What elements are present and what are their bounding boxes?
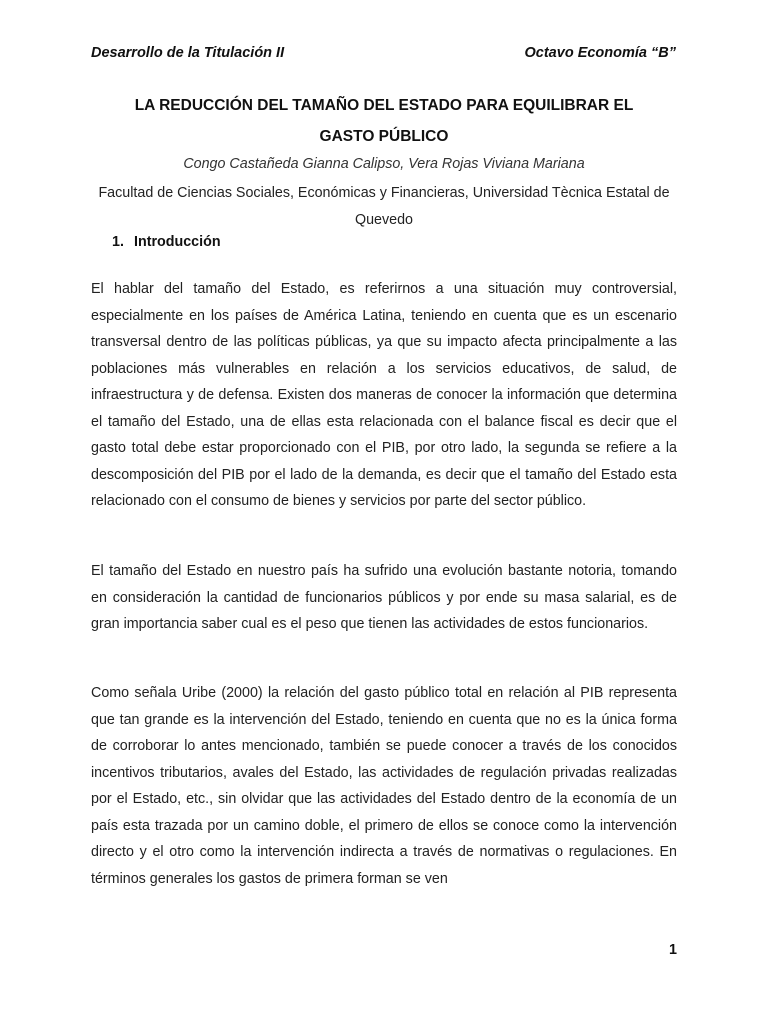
paper-title [91, 90, 677, 152]
section-title: Introducción [134, 234, 221, 250]
paper-title-line-2: GASTO PÚBLICO [319, 128, 449, 145]
page-number: 1 [669, 942, 677, 958]
section-heading-introduction [112, 234, 221, 250]
paragraph-3: Como señala Uribe (2000) la relación del gasto público total en relación al PIB representa que tan grande es la intervención del Estado, teniendo en cuenta que no es la única forma de corroborar lo antes mencionado, también se puede conocer a través de los conocidos incentivos tributarios, avales del Estado, las actividades de regulación privadas realizadas por el Estado, etc., sin olvidar que las actividades del Estado dentro de la economía de un país esta trazada por un camino doble, el primero de ellos se conoce como la intervención directo y el otro como la intervención indirecta a través de normativas o regulaciones. En términos generales los gastos de primera forman se ven [91, 685, 677, 887]
running-header-course: Desarrollo de la Titulación II [91, 45, 285, 61]
paragraph-1: El hablar del tamaño del Estado, es referirnos a una situación muy controversial, especialmente en los países de América Latina, teniendo en cuenta que es un escenario transversal dentro de las políticas públicas, ya que su impacto afecta principalmente a las poblaciones más vulnerables en relación a los servicios educativos, de salud, de infraestructura y de defensa. Existen dos maneras de conocer la información que determina el tamaño del Estado, una de ellas esta relacionada con el balance fiscal es decir que el gasto total debe estar proporcionado con el PIB, por otro lado, la segunda se refiere a la descomposición del PIB por el lado de la demanda, es decir que el tamaño del Estado esta relacionado con el consumo de bienes y servicios por parte del sector público. [91, 281, 677, 509]
running-header-class: Octavo Economía “B” [524, 45, 676, 61]
paragraph-2: El tamaño del Estado en nuestro país ha sufrido una evolución bastante notoria, tomando en consideración la cantidad de funcionarios públicos y por ende su masa salarial, es de gran importancia saber cual es el peso que tienen las actividades de estos funcionarios. [91, 563, 677, 632]
section-number: 1. [112, 234, 124, 250]
paper-title-line-1: LA REDUCCIÓN DEL TAMAÑO DEL ESTADO PARA EQUILIBRAR EL [134, 97, 634, 114]
author-affiliation: Facultad de Ciencias Sociales, Económicas y Financieras, Universidad Tècnica Estatal de Quevedo [98, 185, 670, 228]
author-list: Congo Castañeda Gianna Calipso, Vera Rojas Viviana Mariana [183, 156, 585, 172]
